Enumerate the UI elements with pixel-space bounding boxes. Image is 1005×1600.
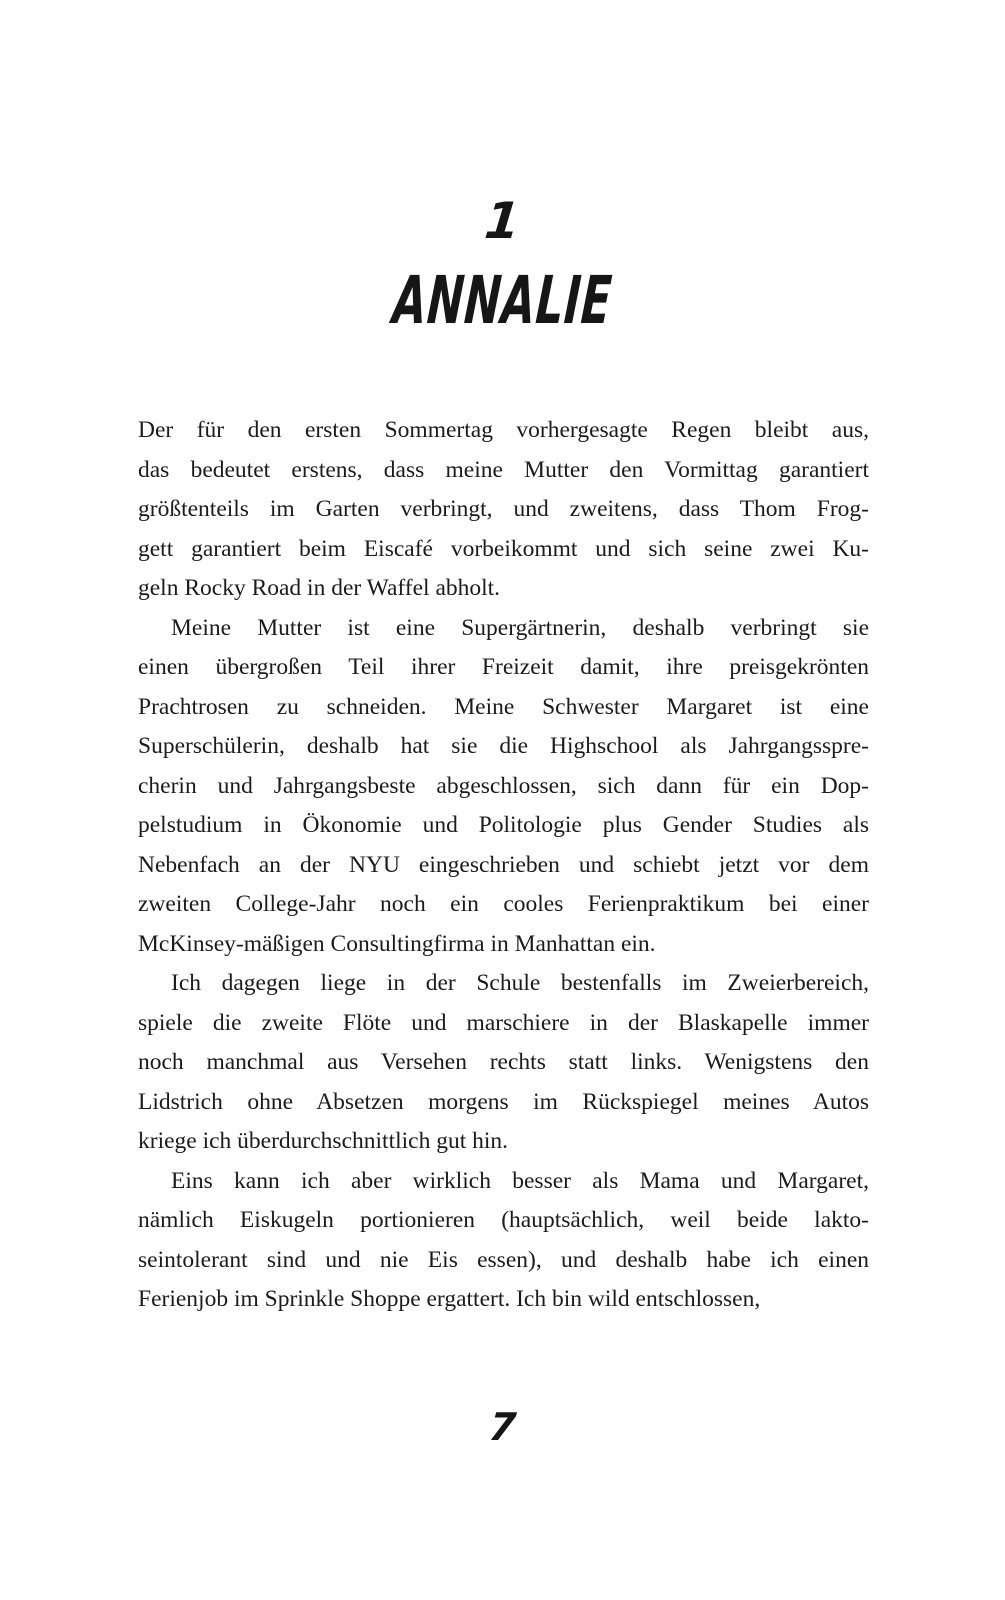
- paragraph: [138, 609, 869, 965]
- text-line: geln Rocky Road in der Waffel abholt.: [138, 575, 501, 601]
- paragraph: [138, 1162, 869, 1320]
- text-line: gett garantiert beim Eiscafé vorbeikommt und sich seine zwei Ku-: [138, 535, 869, 562]
- text-line: größtenteils im Garten verbringt, und zweitens, dass Thom Frog-: [138, 496, 869, 522]
- text-line: Meine Mutter ist eine Supergärtnerin, deshalb verbringt sie: [171, 614, 869, 641]
- text-line: einen übergroßen Teil ihrer Freizeit damit, ihre preisgekrönten: [138, 654, 869, 680]
- text-line: pelstudium in Ökonomie und Politologie plus Gender Studies als: [138, 812, 869, 838]
- body-text: [138, 411, 869, 1320]
- text-line: Der für den ersten Sommertag vorhergesagte Regen bleibt aus,: [138, 417, 869, 443]
- text-line: Prachtrosen zu schneiden. Meine Schwester Margaret ist eine: [138, 693, 869, 720]
- chapter-number: 1: [482, 192, 523, 250]
- text-line: seintolerant sind und nie Eis essen), und deshalb habe ich einen: [138, 1246, 869, 1273]
- text-line: Superschülerin, deshalb hat sie die Highschool als Jahrgangsspre-: [138, 733, 869, 759]
- text-line: cherin und Jahrgangsbeste abgeschlossen, sich dann für ein Dop-: [138, 772, 869, 799]
- text-line: das bedeutet erstens, dass meine Mutter den Vormittag garantiert: [138, 456, 869, 483]
- chapter-title: ANNALIE: [390, 262, 615, 339]
- text-line: Ferienjob im Sprinkle Shoppe ergattert. Ich bin wild entschlossen,: [138, 1286, 761, 1312]
- text-line: Lidstrich ohne Absetzen morgens im Rückspiegel meines Autos: [138, 1088, 869, 1115]
- text-line: Nebenfach an der NYU eingeschrieben und schiebt jetzt vor dem: [138, 851, 869, 878]
- paragraph: [138, 411, 869, 609]
- text-line: nämlich Eiskugeln portionieren (hauptsächlich, weil beide lakto-: [138, 1207, 869, 1233]
- text-line: noch manchmal aus Versehen rechts statt links. Wenigstens den: [138, 1049, 869, 1075]
- text-line: Eins kann ich aber wirklich besser als Mama und Margaret,: [171, 1167, 869, 1194]
- text-line: zweiten College-Jahr noch ein cooles Ferienpraktikum bei einer: [138, 891, 869, 917]
- text-line: spiele die zweite Flöte und marschiere in der Blaskapelle immer: [138, 1009, 869, 1036]
- paragraph: [138, 964, 869, 1162]
- text-line: McKinsey-mäßigen Consultingfirma in Manhattan ein.: [138, 930, 656, 957]
- text-line: kriege ich überdurchschnittlich gut hin.: [138, 1128, 509, 1154]
- page-number: 7: [486, 1405, 519, 1449]
- text-line: Ich dagegen liege in der Schule bestenfalls im Zweierbereich,: [171, 970, 869, 996]
